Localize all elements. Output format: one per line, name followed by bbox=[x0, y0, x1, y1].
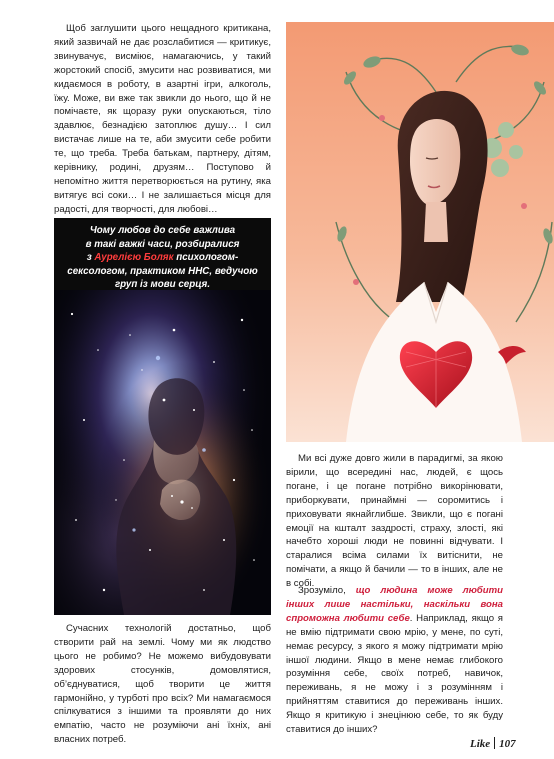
lead-callout bbox=[54, 218, 271, 290]
expert-name: Аурелією Боляк bbox=[94, 252, 174, 263]
p2-end: . Наприклад, якщо я не вмію підтримати свою мрію, у мене, по суті, немає ресурсу, з якого я можу підтримати мрію іншої людини. Якщо в мене немає глибокого розуміння себе, своїх потреб, навичок, переживань, я не можу і з розумінням і прийняттям ставитися до переживань інших. Якщо я критикую і знецінюю себе, то як буду ставитися до інших? bbox=[286, 612, 504, 736]
paradigm-paragraph: Ми всі дуже довго жили в парадигмі, за якою вірили, що всередині нас, людей, є щось погане, і це погане потрібно викорінювати, приборкувати, принаймні — соромитись і приховувати якнайглибше. Звикли, що є погані емоції на кшталт заздрості, страху, злості, які начебто хороші люди не повинні відчувати. І старалися всіма силами їх витіснити, не помічати, а якщо й бачили — то в інших, але не в собі. bbox=[286, 453, 503, 590]
page-number: 107 bbox=[499, 738, 516, 750]
cosmic-figure-illustration bbox=[54, 290, 271, 615]
magazine-name: Like bbox=[470, 738, 491, 750]
p2-start: Зрозуміло, bbox=[298, 585, 356, 596]
callout-line-5: груп із мови серця. bbox=[114, 279, 211, 290]
callout-line-2: в такі важкі часи, розбиралися bbox=[85, 238, 240, 250]
callout-line-3 bbox=[54, 251, 271, 265]
woman-heart-illustration bbox=[286, 22, 554, 442]
cosmic-figure-image bbox=[54, 290, 271, 615]
outro-paragraph: Сучасних технологій достатньо, щоб створити рай на землі. Чому ми як людство цього не робимо? Не можемо вибудовувати здорових стосунків, домовлятися, об’єднуватися, щоб творити це життя гармонійно, у турботі про всіх? Ми намагаємося спілкуватися з іншими та проявляти до них емпатію, часто не розуміючи ані їхніх, ані власних потреб. bbox=[54, 623, 271, 746]
article-body-text-right bbox=[286, 452, 503, 591]
intro-paragraph: Щоб заглушити цього нещадного критикана, який зазвичай не дає розслабитися — критикує, звинувачує, висміює, намагаючись, у такий жорстокий спосіб, змусити нас розвиватися, ми кидаємося в роботу, в азартні ігри, алкоголь, їжу. Може, ви вже так звикли до нього, що й не помічаєте, як щоразу руки опускаються, тіло здавлює, безнадією затоплює душу… І сил вистачає лише на те, аби змусити себе робити те, що треба. Треба батькам, партнеру, дітям, керівнику, родині, друзям… Поступово й непомітно життя перетворюється на рутину, яка витягує всі соки… І не залишається місця для радості, для творчості, для любові… bbox=[54, 23, 271, 215]
callout-prefix: з bbox=[86, 252, 95, 263]
callout-suffix: психологом- bbox=[173, 252, 239, 263]
self-love-text bbox=[286, 584, 503, 737]
article-body-text-left bbox=[54, 622, 271, 747]
woman-heart-artwork bbox=[286, 22, 554, 442]
callout-line-1: Чому любов до себе важлива bbox=[89, 225, 236, 236]
highlighted-quote: що людина може любити інших лише настільки, наскільки вона спроможна любити себе bbox=[286, 585, 503, 624]
callout-line-4: сексологом, практиком ННС, ведучою bbox=[67, 265, 258, 277]
article-intro-text bbox=[54, 22, 271, 217]
footer-separator bbox=[494, 737, 495, 749]
page-footer bbox=[470, 737, 516, 750]
self-love-paragraph bbox=[286, 584, 503, 737]
